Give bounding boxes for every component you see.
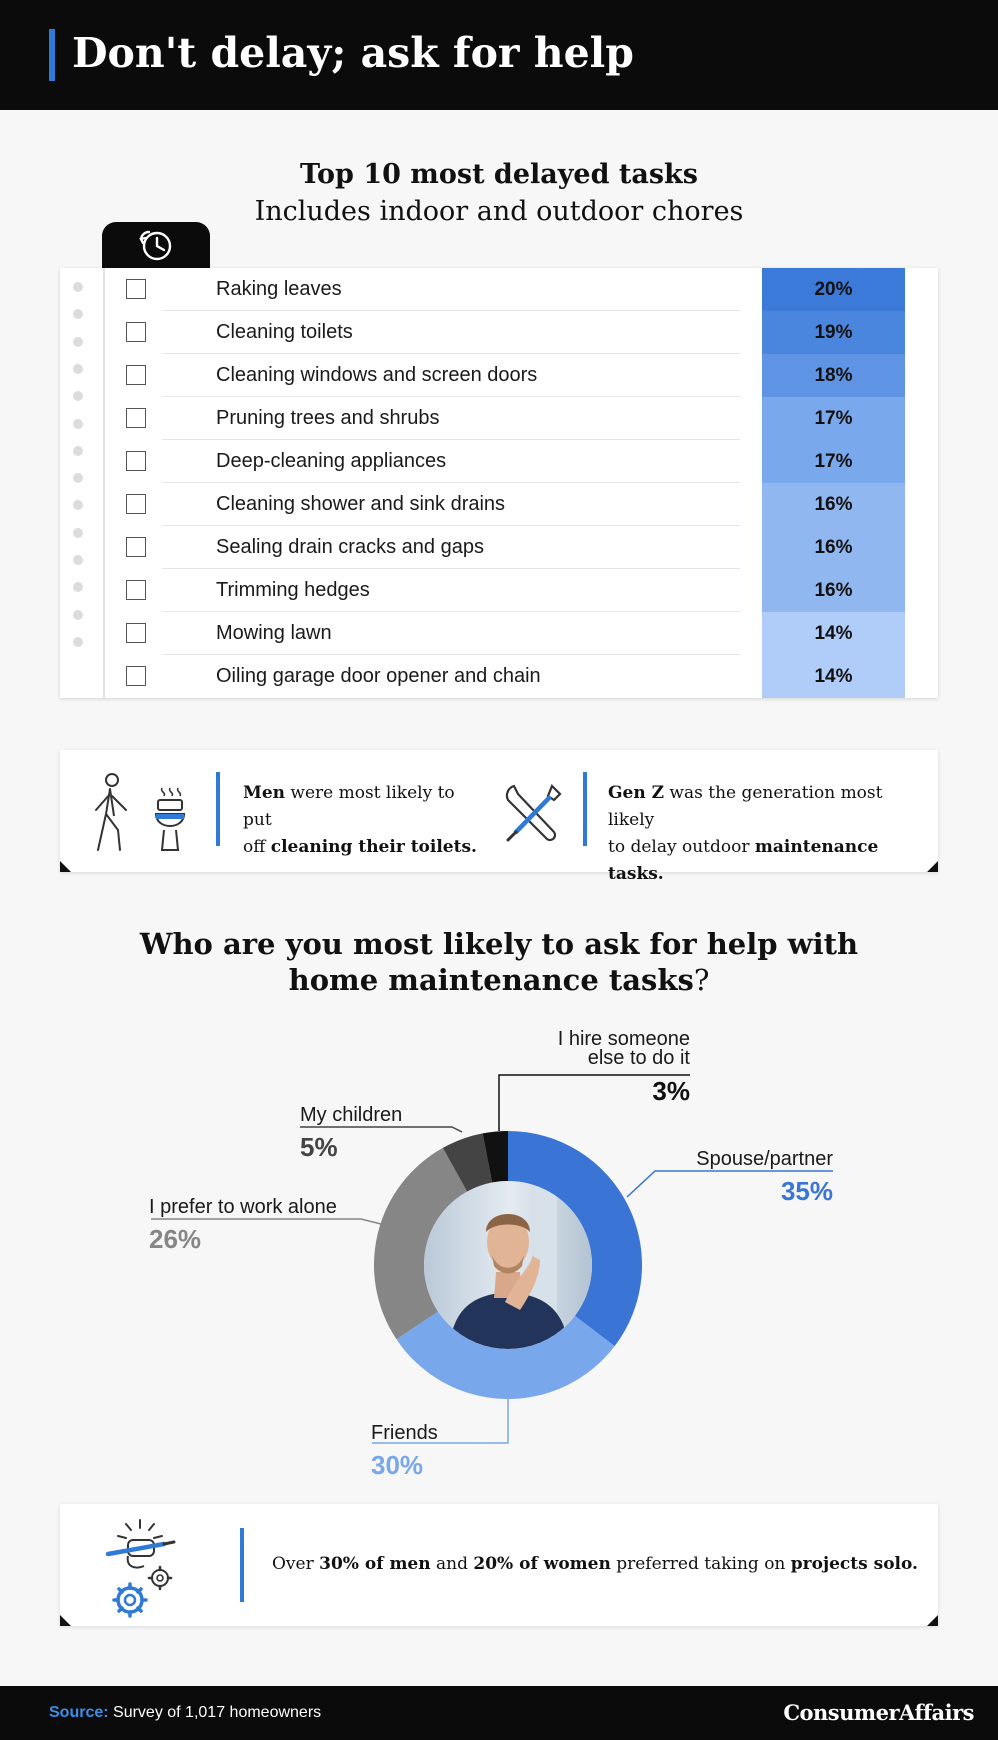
slice-label-friends: Friends <box>371 1422 438 1444</box>
task-label: Mowing lawn <box>216 622 332 644</box>
slice-pct-children: 5% <box>300 1132 338 1162</box>
donut-svg <box>0 1010 998 1510</box>
task-label: Deep-cleaning appliances <box>216 450 447 472</box>
task-checkbox[interactable] <box>126 365 146 385</box>
task-percent: 16% <box>762 483 905 526</box>
task-checkbox[interactable] <box>126 279 146 299</box>
slice-pct-spouse: 35% <box>780 1176 833 1206</box>
help-title-line2: home maintenance tasks? <box>288 963 710 997</box>
walking-person-icon <box>88 772 140 854</box>
callout-divider-right <box>583 772 587 846</box>
task-checkbox[interactable] <box>126 451 146 471</box>
page-title: Don't delay; ask for help <box>72 29 634 77</box>
clock-icon <box>137 229 175 261</box>
task-label: Raking leaves <box>216 278 342 300</box>
task-checkbox[interactable] <box>126 580 146 600</box>
solo-projects-callout <box>60 1504 938 1626</box>
task-percent: 20% <box>762 268 905 311</box>
corner-mark <box>927 1615 938 1626</box>
slice-label-spouse: Spouse/partner <box>696 1148 833 1170</box>
task-percent: 16% <box>762 526 905 569</box>
genz-outdoor-stat: Gen Z was the generation most likely to delay outdoor maintenance tasks. <box>608 783 883 884</box>
wrench-screwdriver-icon <box>502 782 564 844</box>
task-percent: 14% <box>762 612 905 655</box>
insight-callout <box>60 750 938 884</box>
header-banner <box>0 0 998 110</box>
task-percent: 16% <box>762 569 905 612</box>
slice-pct-friends: 30% <box>371 1450 424 1480</box>
slice-label-children: My children <box>300 1104 403 1126</box>
task-percent: 17% <box>762 440 905 483</box>
task-row <box>60 483 938 526</box>
task-checkbox[interactable] <box>126 408 146 428</box>
clock-tab <box>102 222 210 268</box>
task-row <box>60 655 938 698</box>
task-checkbox[interactable] <box>126 322 146 342</box>
help-donut-chart <box>0 1010 998 1510</box>
task-row <box>60 569 938 612</box>
task-row <box>60 354 938 397</box>
task-checkbox[interactable] <box>126 623 146 643</box>
header-accent-bar <box>49 29 55 81</box>
task-row <box>60 268 938 311</box>
task-label: Oiling garage door opener and chain <box>216 665 541 687</box>
source-note: Source: Survey of 1,017 homeowners <box>49 1704 322 1721</box>
task-label: Cleaning windows and screen doors <box>216 364 538 386</box>
task-label: Cleaning shower and sink drains <box>216 493 506 515</box>
task-checkbox[interactable] <box>126 666 146 686</box>
task-label: Sealing drain cracks and gaps <box>216 536 484 558</box>
task-percent: 18% <box>762 354 905 397</box>
hand-tools-gears-icon <box>104 1514 184 1620</box>
task-percent: 19% <box>762 311 905 354</box>
task-row <box>60 612 938 655</box>
callout-divider <box>240 1528 244 1602</box>
task-label: Cleaning toilets <box>216 321 353 343</box>
brand-logo: ConsumerAffairs <box>783 1700 974 1725</box>
task-row <box>60 311 938 354</box>
task-checkbox[interactable] <box>126 537 146 557</box>
task-row <box>60 440 938 483</box>
tasks-subtitle: Includes indoor and outdoor chores <box>254 196 744 227</box>
task-label: Trimming hedges <box>216 579 370 601</box>
task-percent: 14% <box>762 655 905 698</box>
men-toilet-stat: Men were most likely to put off cleaning their toilets. <box>243 783 477 857</box>
task-label: Pruning trees and shrubs <box>216 407 440 429</box>
slice-label-hire: I hire someone else to do it <box>557 1028 690 1069</box>
task-row <box>60 526 938 569</box>
corner-mark <box>60 1615 71 1626</box>
corner-mark <box>60 861 71 872</box>
task-percent: 17% <box>762 397 905 440</box>
footer <box>0 1686 998 1740</box>
toilet-icon <box>152 786 188 854</box>
slice-pct-hire: 3% <box>652 1076 690 1106</box>
solo-projects-stat: Over 30% of men and 20% of women preferred taking on projects solo. <box>272 1554 918 1574</box>
task-row <box>60 397 938 440</box>
callout-divider-left <box>216 772 220 846</box>
task-checkbox[interactable] <box>126 494 146 514</box>
corner-mark <box>927 861 938 872</box>
slice-pct-alone: 26% <box>149 1224 202 1254</box>
task-list <box>60 268 938 698</box>
slice-label-alone: I prefer to work alone <box>149 1196 337 1218</box>
tasks-title: Top 10 most delayed tasks <box>300 159 698 190</box>
help-title-line1: Who are you most likely to ask for help with <box>139 927 859 961</box>
